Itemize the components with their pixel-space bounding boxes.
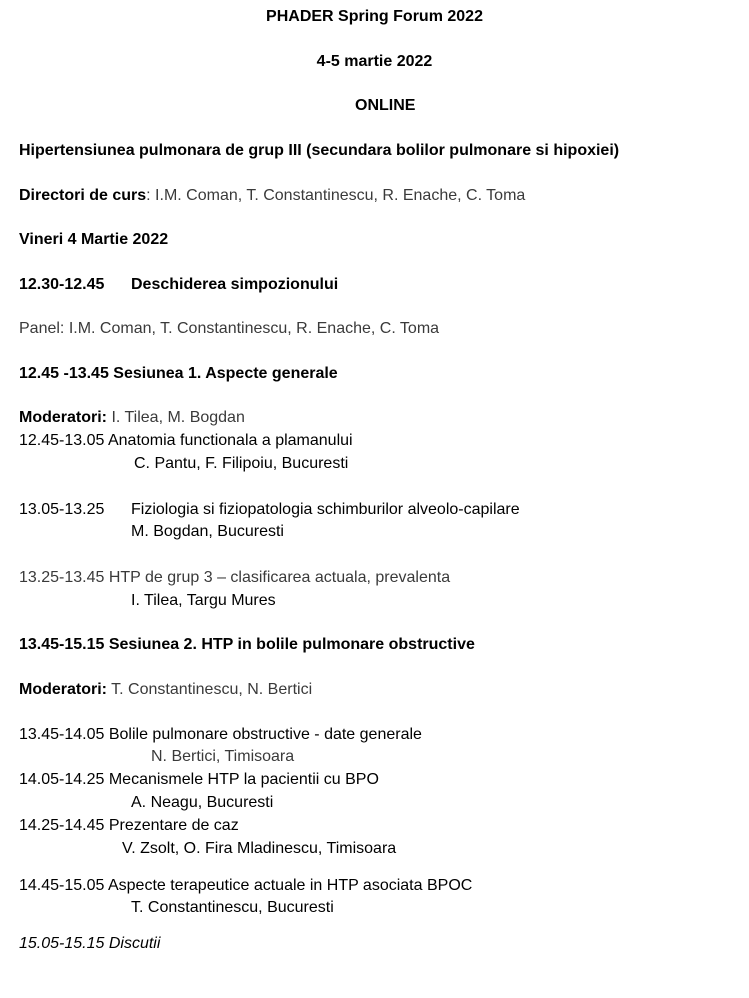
forum-mode: ONLINE	[355, 97, 416, 114]
discussion: 15.05-15.15 Discutii	[19, 935, 161, 952]
opening-panel: Panel: I.M. Coman, T. Constantinescu, R. Enache, C. Toma	[19, 320, 440, 337]
moderators-names: I. Tilea, M. Bogdan	[107, 409, 245, 426]
forum-title: PHADER Spring Forum 2022	[266, 8, 483, 25]
talk-speakers: T. Constantinescu, Bucuresti	[131, 899, 334, 916]
talk-speakers: C. Pantu, F. Filipoiu, Bucuresti	[134, 455, 349, 472]
forum-date: 4-5 martie 2022	[316, 53, 433, 70]
opening-title: Deschiderea simpozionului	[131, 276, 339, 293]
session2-title: 13.45-15.15 Sesiunea 2. HTP in bolile pulmonare obstructive	[19, 636, 475, 653]
opening-time: 12.30-12.45	[19, 276, 105, 293]
talk-speakers: N. Bertici, Timisoara	[151, 748, 295, 765]
day-title: Vineri 4 Martie 2022	[19, 231, 169, 248]
course-topic: Hipertensiunea pulmonara de grup III (secundara bolilor pulmonare si hipoxiei)	[19, 142, 620, 159]
session1-title: 12.45 -13.45 Sesiunea 1. Aspecte generale	[19, 365, 338, 382]
course-directors	[19, 186, 525, 206]
moderators-names: T. Constantinescu, N. Bertici	[107, 681, 313, 698]
session1-moderators	[19, 408, 245, 428]
talk-time: 13.05-13.25	[19, 501, 105, 518]
talk-line: 14.25-14.45 Prezentare de caz	[19, 817, 239, 834]
moderators-label: Moderatori:	[19, 681, 107, 698]
talk-title: Fiziologia si fiziopatologia schimburilor alveolo-capilare	[131, 501, 520, 518]
moderators-label: Moderatori:	[19, 409, 107, 426]
talk-speakers: I. Tilea, Targu Mures	[131, 592, 276, 609]
talk-line: 14.45-15.05 Aspecte terapeutice actuale in HTP asociata BPOC	[19, 877, 473, 894]
talk-line: 14.05-14.25 Mecanismele HTP la pacientii cu BPO	[19, 771, 379, 788]
talk-speakers: A. Neagu, Bucuresti	[131, 794, 274, 811]
session2-moderators	[19, 680, 312, 700]
talk-line: 12.45-13.05 Anatomia functionala a plamanului	[19, 432, 353, 449]
talk-line: 13.45-14.05 Bolile pulmonare obstructive - date generale	[19, 726, 422, 743]
talk-speakers: V. Zsolt, O. Fira Mladinescu, Timisoara	[122, 840, 397, 857]
directors-names: : I.M. Coman, T. Constantinescu, R. Enache, C. Toma	[146, 187, 526, 204]
talk-speakers: M. Bogdan, Bucuresti	[131, 523, 284, 540]
directors-label: Directori de curs	[19, 187, 147, 204]
talk-line: 13.25-13.45 HTP de grup 3 – clasificarea actuala, prevalenta	[19, 569, 451, 586]
